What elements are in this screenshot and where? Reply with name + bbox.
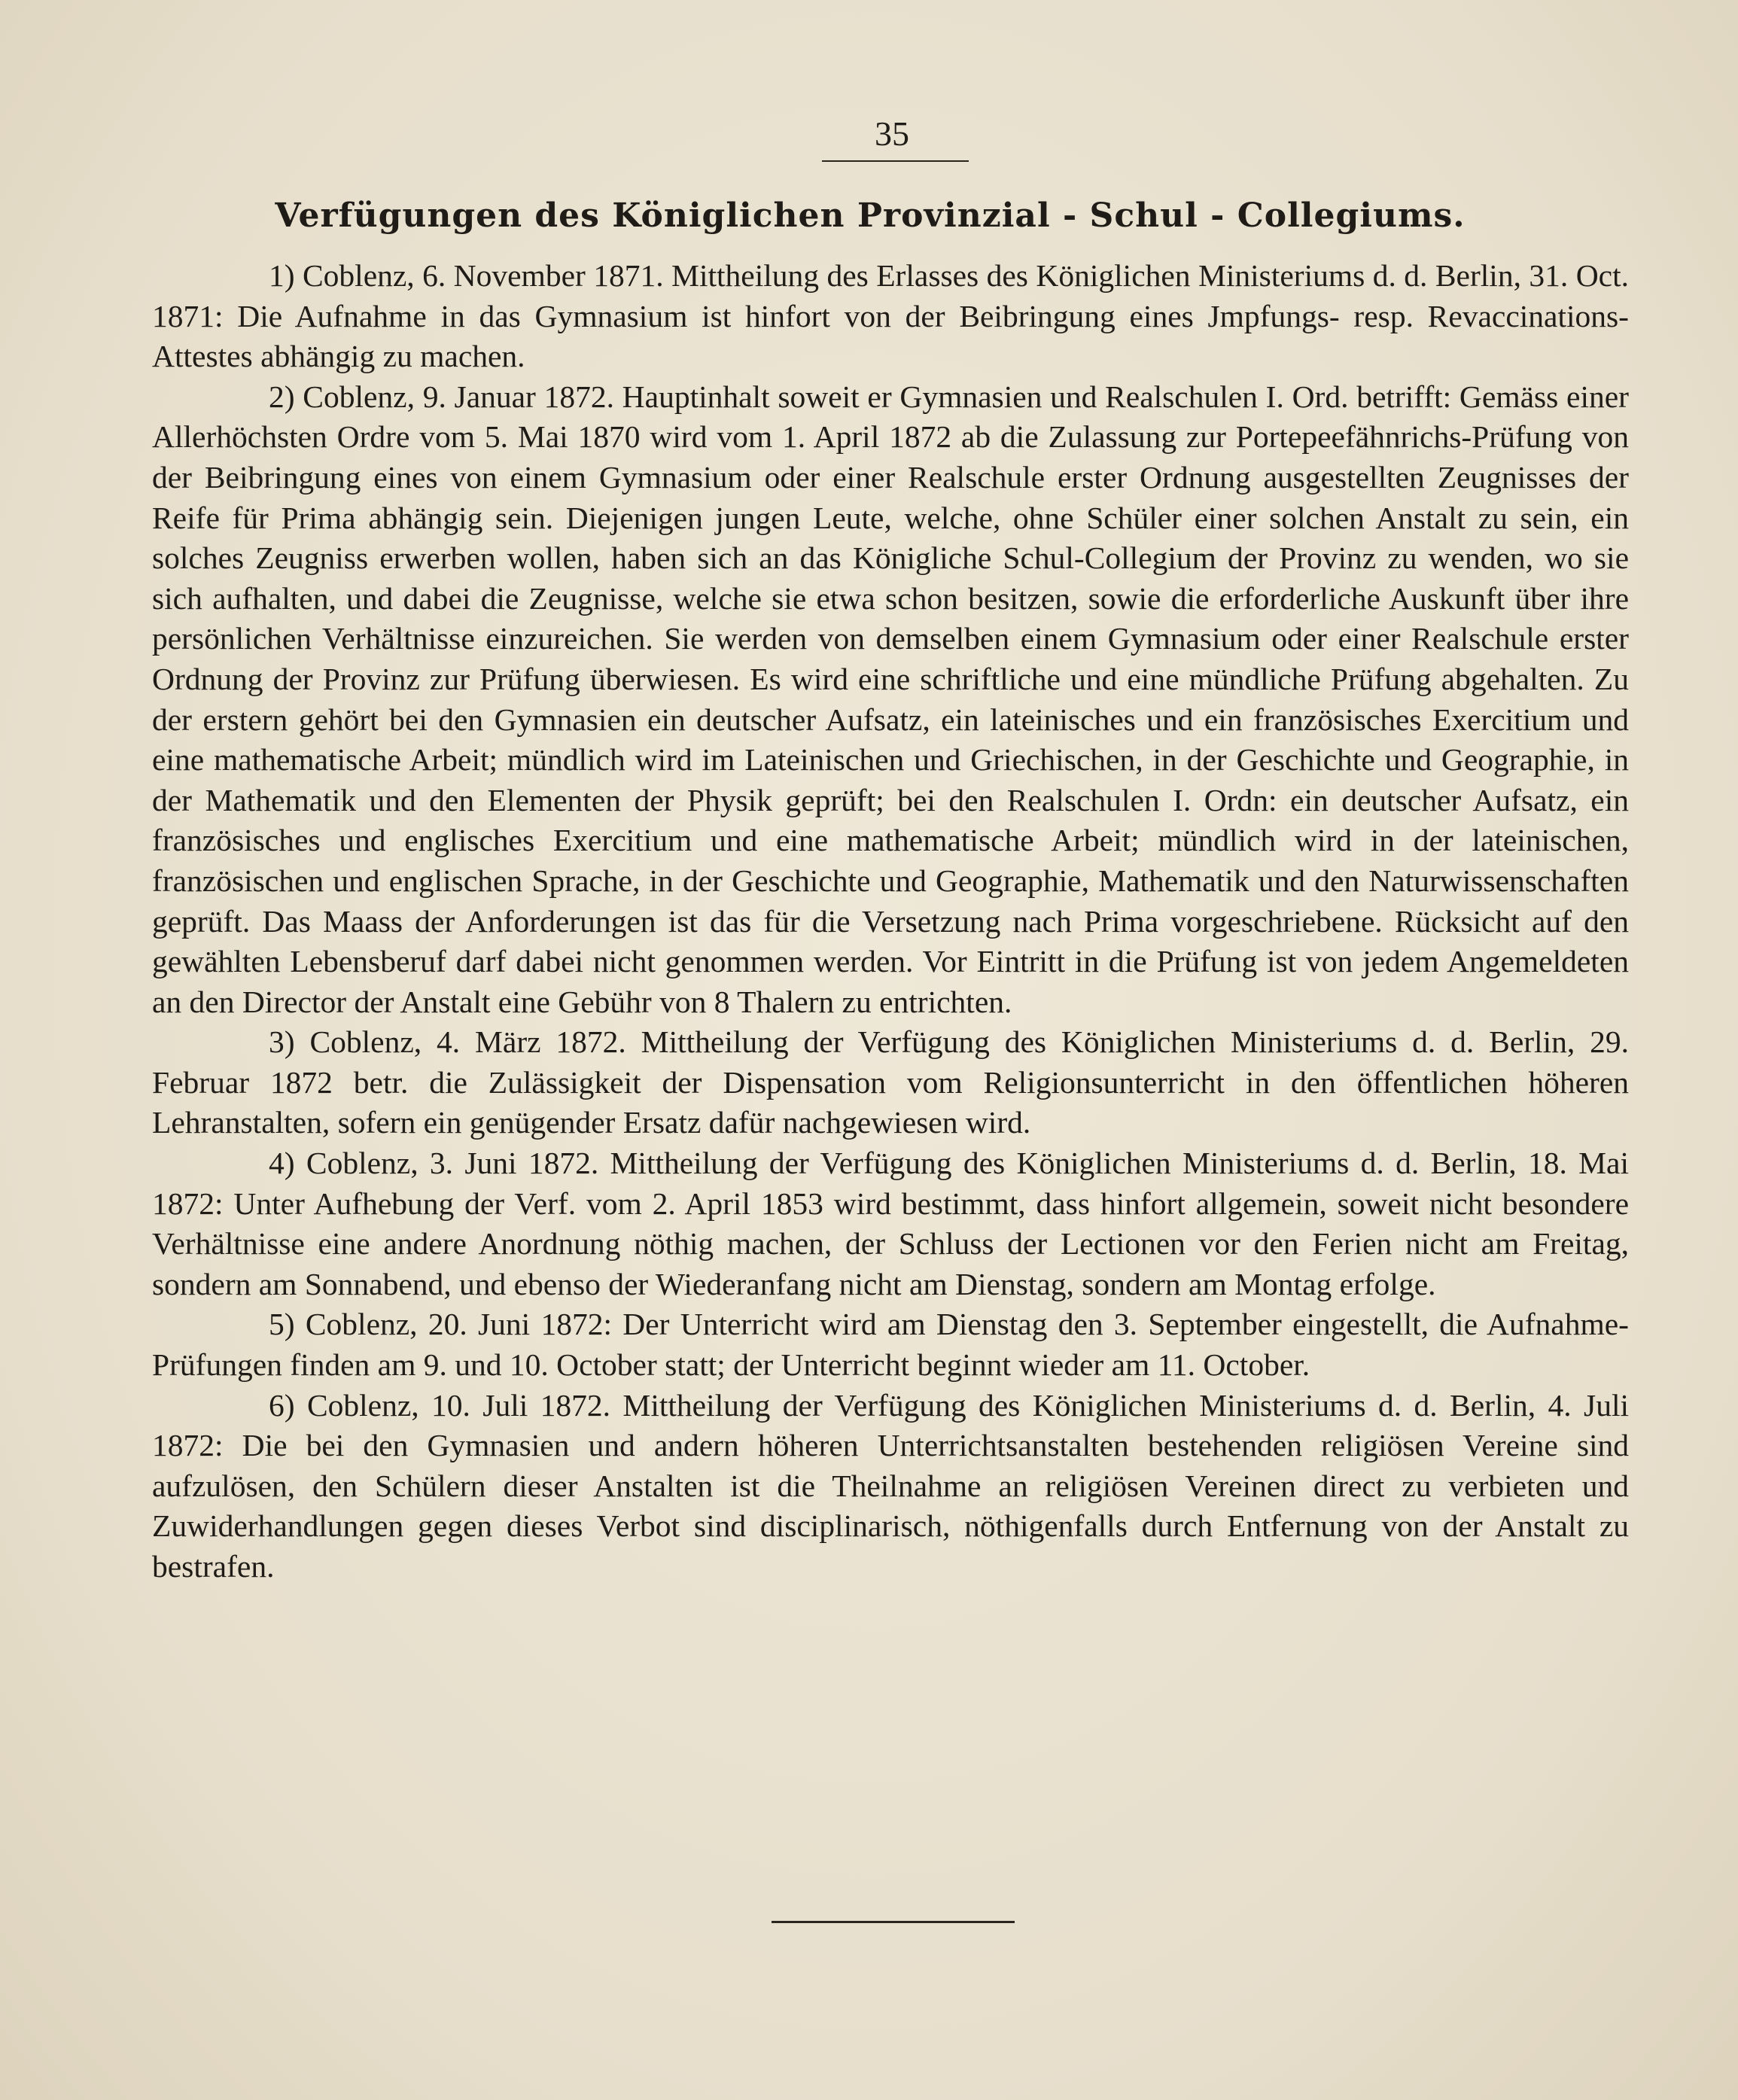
paragraph-6: 6) Coblenz, 10. Juli 1872. Mittheilung der Verfügung des Königlichen Ministeriums d. d. Berlin, 4. Juli 1872: Die bei den Gymnasien und andern höheren Unterrichtsanstalten bestehenden religiösen Vereine sind aufzulösen, den Schülern dieser Anstalten ist die Theilnahme an religiösen Vereinen direct zu verbieten und Zuwiderhandlungen gegen dieses Verbot sind disciplinarisch, nöthigenfalls durch Entfernung von der Anstalt zu bestrafen. xyxy=(152,1387,1629,1584)
paragraph-5: 5) Coblenz, 20. Juni 1872: Der Unterricht wird am Dienstag den 3. September eingestellt, die Aufnahme-Prüfungen finden am 9. und 10. October statt; der Unterricht beginnt wieder am 11. October. xyxy=(152,1307,1629,1383)
page-number-rule xyxy=(822,160,969,162)
paragraph-1: 1) Coblenz, 6. November 1871. Mittheilung des Erlasses des Königlichen Ministeriums d. d. Berlin, 31. Oct. 1871: Die Aufnahme in das Gymnasium ist hinfort von der Beibringung eines Jmpfungs- resp. Revaccinations-Attestes abhängig zu machen. xyxy=(152,258,1629,374)
paragraph-2: 2) Coblenz, 9. Januar 1872. Hauptinhalt soweit er Gymnasien und Realschulen I. Ord. betrifft: Gemäss einer Allerhöchsten Ordre vom 5. Mai 1870 wird vom 1. April 1872 ab die Zulassung zur Portepeefähnrichs-Prüfung von der Beibringung eines von einem Gymnasium oder einer Realschule erster Ordnung ausgestellten Zeugnisses der Reife für Prima abhängig sein. Diejenigen jungen Leute, welche, ohne Schüler einer solchen Anstalt zu sein, ein solches Zeugniss erwerben wollen, haben sich an das Königliche Schul-Collegium der Provinz zu wenden, wo sie sich aufhalten, und dabei die Zeugnisse, welche sie etwa schon besitzen, sowie die erforderliche Auskunft über ihre persönlichen Verhältnisse einzureichen. Sie werden von demselben einem Gymnasium oder einer Realschule erster Ordnung der Provinz zur Prüfung überwiesen. Es wird eine schriftliche und eine mündliche Prüfung abgehalten. Zu der erstern gehört bei den Gymnasien ein deutscher Aufsatz, ein lateinisches und ein französisches Exercitium und eine mathematische Arbeit; mündlich wird im Lateinischen und Griechischen, in der Geschichte und Geographie, in der Mathematik und den Elementen der Physik geprüft; bei den Realschulen I. Ordn: ein deutscher Aufsatz, ein französisches und englisches Exercitium und eine mathematische Arbeit; mündlich wird in der lateinischen, französischen und englischen Sprache, in der Geschichte und Geographie, Mathematik und den Naturwissenschaften geprüft. Das Maass der Anforderungen ist das für die Versetzung nach Prima vorgeschriebene. Rücksicht auf den gewählten Lebensberuf darf dabei nicht genommen werden. Vor Eintritt in die Prüfung ist von jedem Angemeldeten an den Director der Anstalt eine Gebühr von 8 Thalern zu entrichten. xyxy=(152,379,1629,1019)
end-rule xyxy=(772,1921,1015,1923)
paragraph-4: 4) Coblenz, 3. Juni 1872. Mittheilung der Verfügung des Königlichen Ministeriums d. d. Berlin, 18. Mai 1872: Unter Aufhebung der Verf. vom 2. April 1853 wird bestimmt, dass hinfort allgemein, soweit nicht besondere Verhältnisse eine andere Anordnung nöthig machen, der Schluss der Lectionen vor den Ferien nicht am Freitag, sondern am Sonnabend, und ebenso der Wiederanfang nicht am Dienstag, sondern am Montag erfolge. xyxy=(152,1146,1629,1301)
paragraph-3: 3) Coblenz, 4. März 1872. Mittheilung der Verfügung des Königlichen Ministeriums d. d. Berlin, 29. Februar 1872 betr. die Zulässigkeit der Dispensation vom Religionsunterricht in den öffentlichen höheren Lehranstalten, sofern ein genügender Ersatz dafür nachgewiesen wird. xyxy=(152,1024,1629,1140)
body-text xyxy=(152,256,1629,1587)
section-heading: Verfügungen des Königlichen Provinzial - Schul - Collegiums. xyxy=(275,196,1466,235)
page-number: 35 xyxy=(875,114,909,153)
